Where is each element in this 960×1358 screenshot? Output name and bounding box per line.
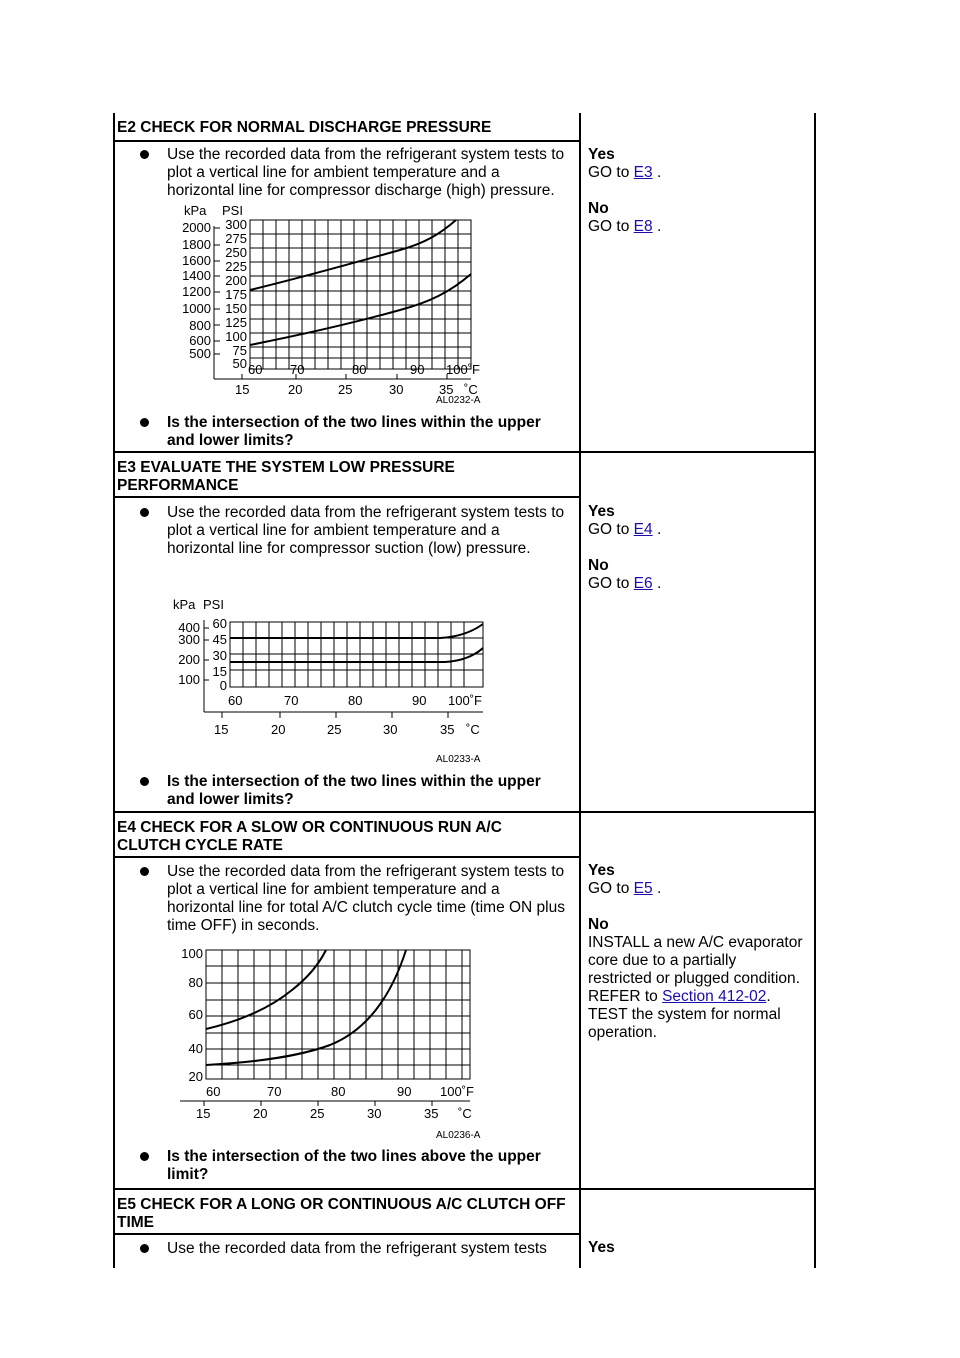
link-section-412-02[interactable]: Section 412-02 (662, 988, 767, 1005)
go-text: GO to (588, 521, 630, 538)
upper-limit-curve (230, 624, 483, 638)
instruction-text: Use the recorded data from the refrigerant system tests to plot a vertical line for ambient temperature and a horizontal line for compressor discharge (high) pressure. (167, 146, 565, 199)
psi-tick: 45 (212, 632, 227, 647)
celsius-tick: 25 (310, 1106, 325, 1121)
psi-tick: 300 (225, 217, 247, 232)
table-right-border (814, 113, 816, 1268)
chart-e4-clutch-cycle-time (165, 940, 495, 1145)
y-axis-tick: 20 (188, 1069, 203, 1084)
psi-tick: 0 (219, 678, 227, 693)
bullet-dot (140, 867, 149, 876)
yes-label: Yes (588, 503, 615, 520)
kpa-tick: 400 (178, 620, 200, 635)
link-e5[interactable]: E5 (633, 880, 653, 897)
celsius-tick: ˚C (458, 1106, 472, 1121)
section-heading-e3: E3 EVALUATE THE SYSTEM LOW PRESSURE PERFORMANCE (117, 459, 455, 494)
figure-id: AL0233-A (436, 754, 481, 765)
fahrenheit-tick: 80 (352, 362, 367, 377)
row-divider (113, 496, 580, 498)
fahrenheit-tick: 70 (290, 362, 305, 377)
kpa-tick: 1400 (182, 268, 211, 283)
psi-tick: 15 (212, 664, 227, 679)
celsius-tick: 20 (253, 1106, 268, 1121)
table-left-border (113, 113, 115, 1268)
celsius-tick: 35 (440, 722, 455, 737)
go-text: GO to (588, 575, 630, 592)
go-text: GO to (588, 218, 630, 235)
celsius-tick: 15 (214, 722, 229, 737)
clutch-cycle-upper-curve (206, 950, 326, 1029)
spacer (588, 898, 803, 916)
celsius-tick: 15 (235, 382, 250, 397)
question-text: Is the intersection of the two lines within the upper and lower limits? (167, 773, 541, 808)
end-text: . (656, 575, 662, 592)
psi-tick: 250 (225, 245, 247, 260)
kpa-tick: 1200 (182, 284, 211, 299)
psi-tick: 225 (225, 259, 247, 274)
lower-limit-curve (230, 648, 483, 662)
kpa-tick: 1800 (182, 237, 211, 252)
end-text: . (656, 164, 662, 181)
row-divider (113, 140, 580, 142)
kpa-tick: 300 (178, 632, 200, 647)
yes-label: Yes (588, 1239, 615, 1256)
psi-tick: 175 (225, 287, 247, 302)
fahrenheit-tick: 90 (397, 1084, 412, 1099)
link-e8[interactable]: E8 (633, 218, 653, 235)
psi-tick: 75 (232, 343, 247, 358)
celsius-tick: 35 (424, 1106, 439, 1121)
y-axis-tick: 40 (188, 1041, 203, 1056)
end-text: . TEST the system for normal operation. (588, 988, 781, 1041)
y-axis-tick: 60 (188, 1007, 203, 1022)
result-e2 (588, 146, 813, 236)
kpa-tick: 800 (189, 318, 211, 333)
chart-e3-suction-pressure (165, 590, 495, 770)
end-text: . (656, 521, 662, 538)
row-divider (113, 1233, 580, 1235)
y-axis-tick: 100 (181, 946, 203, 961)
fahrenheit-tick: 80 (348, 693, 363, 708)
section-heading-e2: E2 CHECK FOR NORMAL DISCHARGE PRESSURE (117, 119, 492, 136)
psi-tick: 50 (232, 356, 247, 371)
no-label: No (588, 916, 609, 933)
table-middle-border (579, 113, 581, 1268)
kpa-tick: 100 (178, 672, 200, 687)
lower-limit-curve (250, 274, 471, 345)
psi-tick: 275 (225, 231, 247, 246)
link-e6[interactable]: E6 (633, 575, 653, 592)
link-e3[interactable]: E3 (633, 164, 653, 181)
y-axis-tick: 80 (188, 975, 203, 990)
celsius-tick: ˚C (466, 722, 480, 737)
spacer (588, 182, 813, 200)
fahrenheit-tick: 70 (284, 693, 299, 708)
end-text: . (656, 218, 662, 235)
kpa-tick: 1000 (182, 301, 211, 316)
fahrenheit-tick: 60 (228, 693, 243, 708)
go-text: GO to (588, 164, 630, 181)
figure-id: AL0236-A (436, 1130, 481, 1141)
celsius-tick: 25 (327, 722, 342, 737)
yes-label: Yes (588, 146, 615, 163)
question-text: Is the intersection of the two lines within the upper and lower limits? (167, 414, 541, 449)
no-label: No (588, 557, 609, 574)
result-e4 (588, 862, 803, 1042)
kpa-tick: 1600 (182, 253, 211, 268)
fahrenheit-tick: 90 (410, 362, 425, 377)
yes-label: Yes (588, 862, 615, 879)
result-e3 (588, 503, 813, 593)
celsius-tick: 30 (367, 1106, 382, 1121)
psi-tick: 30 (212, 648, 227, 663)
bullet-dot (140, 1244, 149, 1253)
celsius-tick: 35 (439, 382, 454, 397)
celsius-tick: 20 (271, 722, 286, 737)
bullet-dot (140, 418, 149, 427)
figure-id: AL0232-A (436, 395, 481, 404)
fahrenheit-tick: 80 (331, 1084, 346, 1099)
no-text: INSTALL a new A/C evaporator core due to a partially restricted or plugged condition. REFER to (588, 934, 803, 1005)
psi-tick: 150 (225, 301, 247, 316)
chart-e2-discharge-pressure (165, 204, 495, 404)
psi-tick: 60 (212, 616, 227, 631)
row-divider (113, 811, 816, 813)
fahrenheit-tick: 100˚F (440, 1084, 474, 1099)
fahrenheit-tick: 70 (267, 1084, 282, 1099)
fahrenheit-tick: 60 (206, 1084, 221, 1099)
clutch-cycle-lower-curve (206, 950, 406, 1065)
spacer (588, 539, 813, 557)
axis-unit-psi: PSI (203, 597, 224, 612)
fahrenheit-tick: 90 (412, 693, 427, 708)
fahrenheit-tick: 100˚F (446, 362, 480, 377)
psi-tick: 125 (225, 315, 247, 330)
fahrenheit-tick: 60 (248, 362, 263, 377)
section-heading-e5: E5 CHECK FOR A LONG OR CONTINUOUS A/C CLUTCH OFF TIME (117, 1196, 566, 1231)
row-divider (113, 1188, 816, 1190)
psi-tick: 200 (225, 273, 247, 288)
bullet-dot (140, 777, 149, 786)
kpa-tick: 200 (178, 652, 200, 667)
instruction-text: Use the recorded data from the refrigerant system tests (167, 1240, 547, 1257)
no-label: No (588, 200, 609, 217)
instruction-text: Use the recorded data from the refrigerant system tests to plot a vertical line for ambient temperature and a horizontal line for compressor suction (low) pressure. (167, 504, 565, 557)
bullet-dot (140, 150, 149, 159)
kpa-tick: 600 (189, 333, 211, 348)
celsius-tick: ˚C (464, 382, 478, 397)
axis-unit-kpa: kPa (173, 597, 196, 612)
go-text: GO to (588, 880, 630, 897)
instruction-text: Use the recorded data from the refrigerant system tests to plot a vertical line for ambient temperature and a horizontal line for total A/C clutch cycle time (time ON plus time OFF) in seconds. (167, 863, 565, 934)
end-text: . (656, 880, 662, 897)
section-heading-e4: E4 CHECK FOR A SLOW OR CONTINUOUS RUN A/C CLUTCH CYCLE RATE (117, 819, 502, 854)
axis-unit-psi: PSI (222, 204, 243, 218)
row-divider (113, 451, 816, 453)
bullet-dot (140, 508, 149, 517)
result-e5 (588, 1239, 813, 1257)
psi-tick: 100 (225, 329, 247, 344)
fahrenheit-tick: 100˚F (448, 693, 482, 708)
row-divider (113, 856, 580, 858)
celsius-tick: 25 (338, 382, 353, 397)
celsius-tick: 15 (196, 1106, 211, 1121)
kpa-tick: 500 (189, 346, 211, 361)
celsius-tick: 30 (383, 722, 398, 737)
kpa-tick: 2000 (182, 220, 211, 235)
link-e4[interactable]: E4 (633, 521, 653, 538)
celsius-tick: 20 (288, 382, 303, 397)
axis-unit-kpa: kPa (184, 204, 207, 218)
question-text: Is the intersection of the two lines above the upper limit? (167, 1148, 541, 1183)
upper-limit-curve (250, 220, 456, 290)
celsius-tick: 30 (389, 382, 404, 397)
bullet-dot (140, 1152, 149, 1161)
